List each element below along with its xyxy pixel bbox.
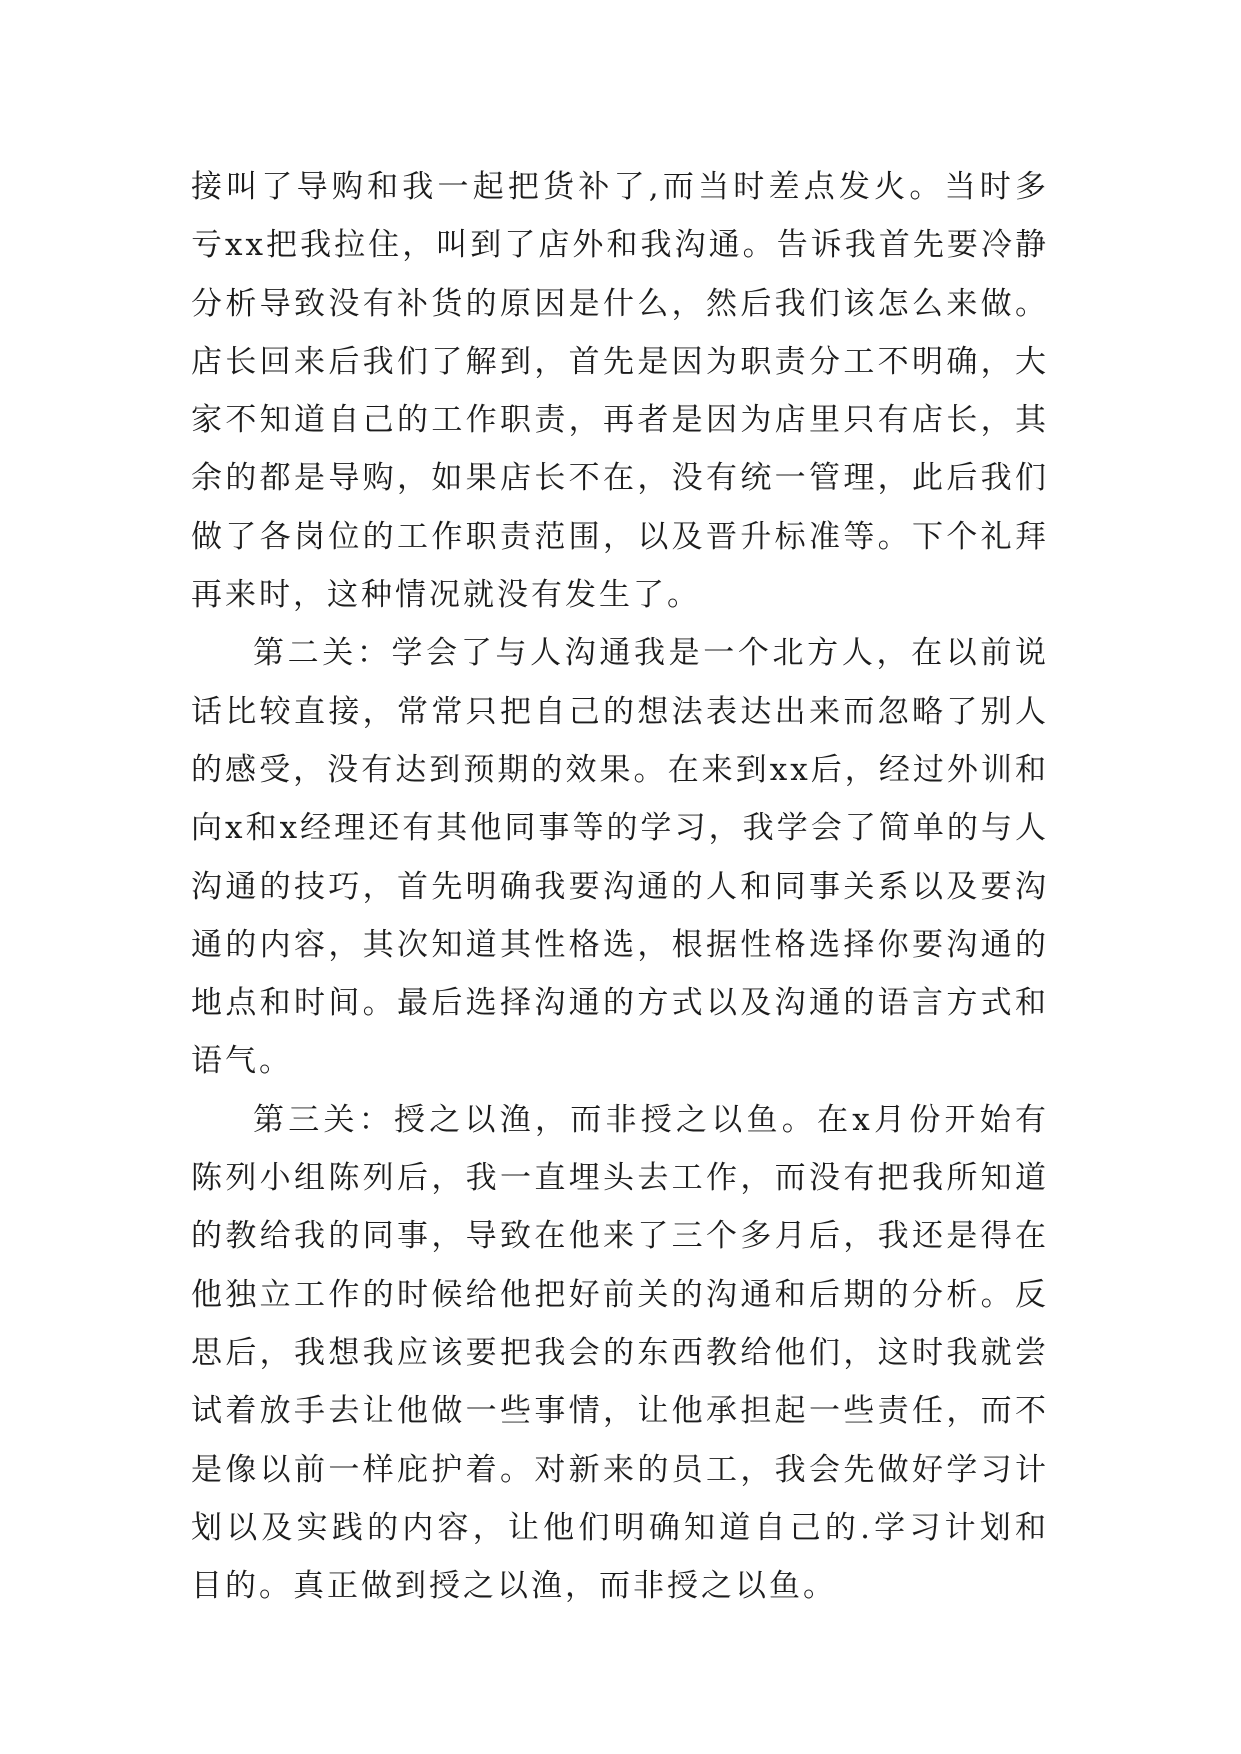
paragraph-second-level: 第二关：学会了与人沟通我是一个北方人，在以前说话比较直接，常常只把自己的想法表达出来而忽略了别人的感受，没有达到预期的效果。在来到xx后，经过外训和向x和x经理还有其他同事等的学习，我学会了简单的与人沟通的技巧，首先明确我要沟通的人和同事关系以及要沟通的内容，其次知道其性格选，根据性格选择你要沟通的地点和时间。最后选择沟通的方式以及沟通的语言方式和语气。 xyxy=(191,635,1049,1080)
paragraph-third-level: 第三关：授之以渔，而非授之以鱼。在x月份开始有陈列小组陈列后，我一直埋头去工作，而没有把我所知道的教给我的同事，导致在他来了三个多月后，我还是得在他独立工作的时候给他把好前关的沟通和后期的分析。反思后，我想我应该要把我会的东西教给他们，这时我就尝试着放手去让他做一些事情，让他承担起一些责任，而不是像以前一样庇护着。对新来的员工，我会先做好学习计划以及实践的内容，让他们明确知道自己的.学习计划和目的。真正做到授之以渔，而非授之以鱼。 xyxy=(191,1101,1049,1605)
paragraph-continuation: 接叫了导购和我一起把货补了,而当时差点发火。当时多亏xx把我拉住，叫到了店外和我沟通。告诉我首先要冷静分析导致没有补货的原因是什么，然后我们该怎么来做。店长回来后我们了解到，首先是因为职责分工不明确，大家不知道自己的工作职责，再者是因为店里只有店长，其余的都是导购，如果店长不在，没有统一管理，此后我们做了各岗位的工作职责范围，以及晋升标准等。下个礼拜再来时，这种情况就没有发生了。 xyxy=(191,169,1049,614)
document-body xyxy=(191,158,1049,1615)
